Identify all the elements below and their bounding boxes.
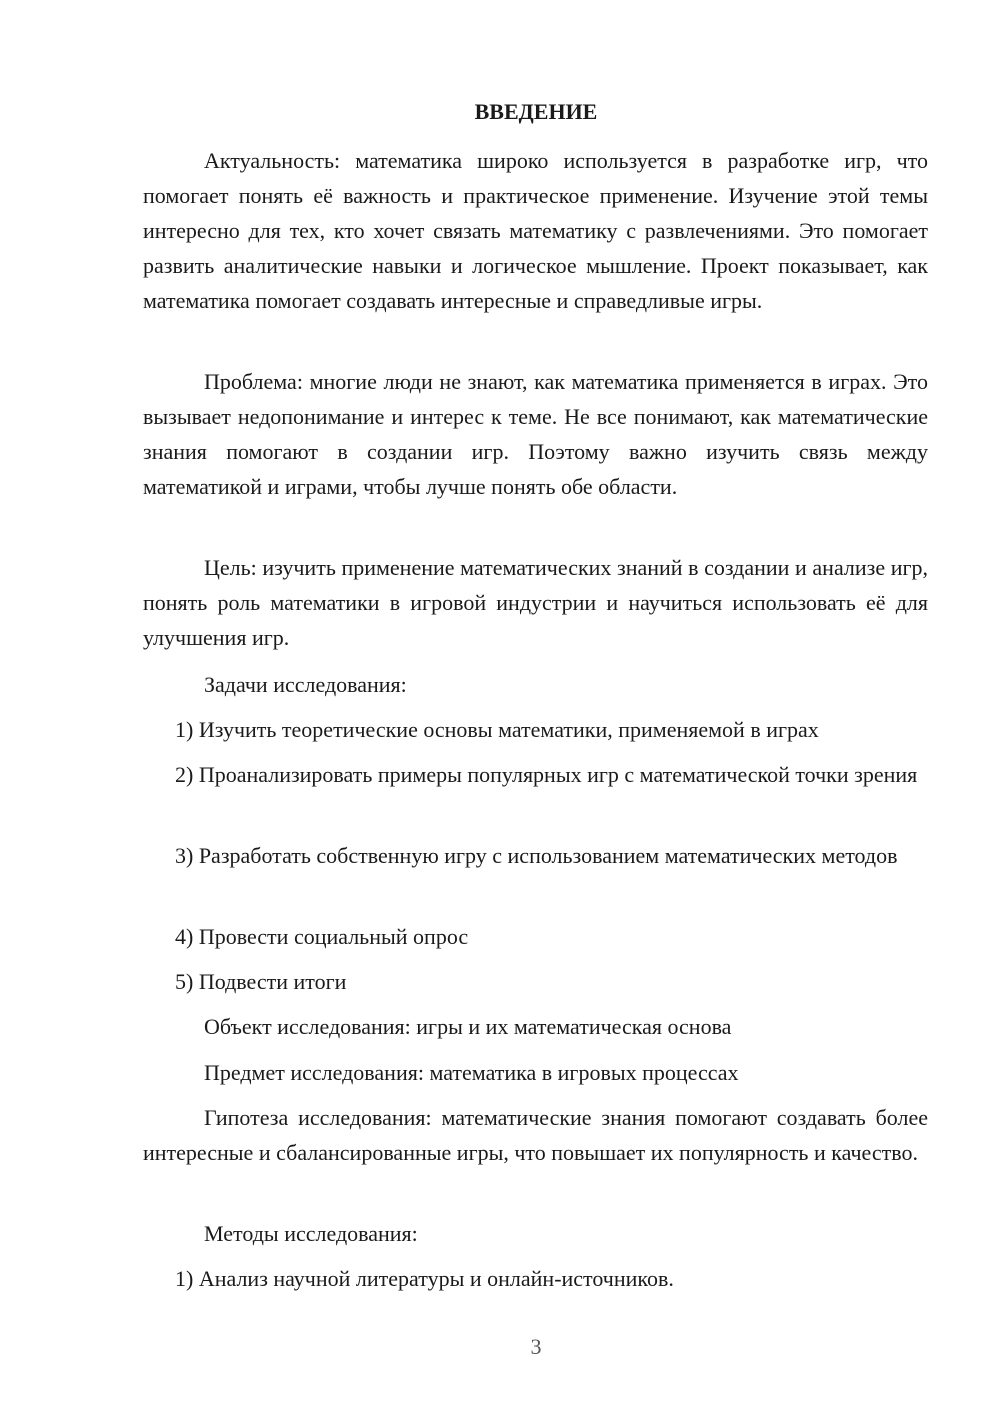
goal-paragraph: Цель: изучить применение математических знаний в создании и анализе игр, понять роль математики в игровой индустрии и научиться использовать её для улучшения игр. xyxy=(143,555,928,650)
task-item: 4) Провести социальный опрос xyxy=(175,924,469,949)
method-item: 1) Анализ научной литературы и онлайн-источников. xyxy=(175,1266,674,1291)
relevance-paragraph: Актуальность: математика широко используется в разработке игр, что помогает понять её важность и практическое применение. Изучение этой темы интересно для тех, кто хочет связать математику с развлечениями. Это помогает развить аналитические навыки и логическое мышление. Проект показывает, как математика помогает создавать интересные и справедливые игры. xyxy=(143,148,928,313)
research-subject: Предмет исследования: математика в игровых процессах xyxy=(204,1060,739,1085)
task-item: 5) Подвести итоги xyxy=(175,969,347,994)
research-object: Объект исследования: игры и их математическая основа xyxy=(204,1014,732,1039)
hypothesis-paragraph: Гипотеза исследования: математические знания помогают создавать более интересные и сбалансированные игры, что повышает их популярность и качество. xyxy=(143,1105,928,1165)
methods-heading: Методы исследования: xyxy=(204,1221,418,1246)
task-item: 3) Разработать собственную игру с использованием математических методов xyxy=(175,843,898,868)
tasks-heading: Задачи исследования: xyxy=(204,672,407,697)
problem-paragraph: Проблема: многие люди не знают, как математика применяется в играх. Это вызывает недопонимание и интерес к теме. Не все понимают, как математические знания помогают в создании игр. Поэтому важно изучить связь между математикой и играми, чтобы лучше понять обе области. xyxy=(143,369,928,499)
page-title: ВВЕДЕНИЕ xyxy=(474,99,598,124)
task-item: 1) Изучить теоретические основы математики, применяемой в играх xyxy=(175,717,819,742)
task-item: 2) Проанализировать примеры популярных игр с математической точки зрения xyxy=(175,762,918,787)
page-number: 3 xyxy=(530,1334,542,1359)
